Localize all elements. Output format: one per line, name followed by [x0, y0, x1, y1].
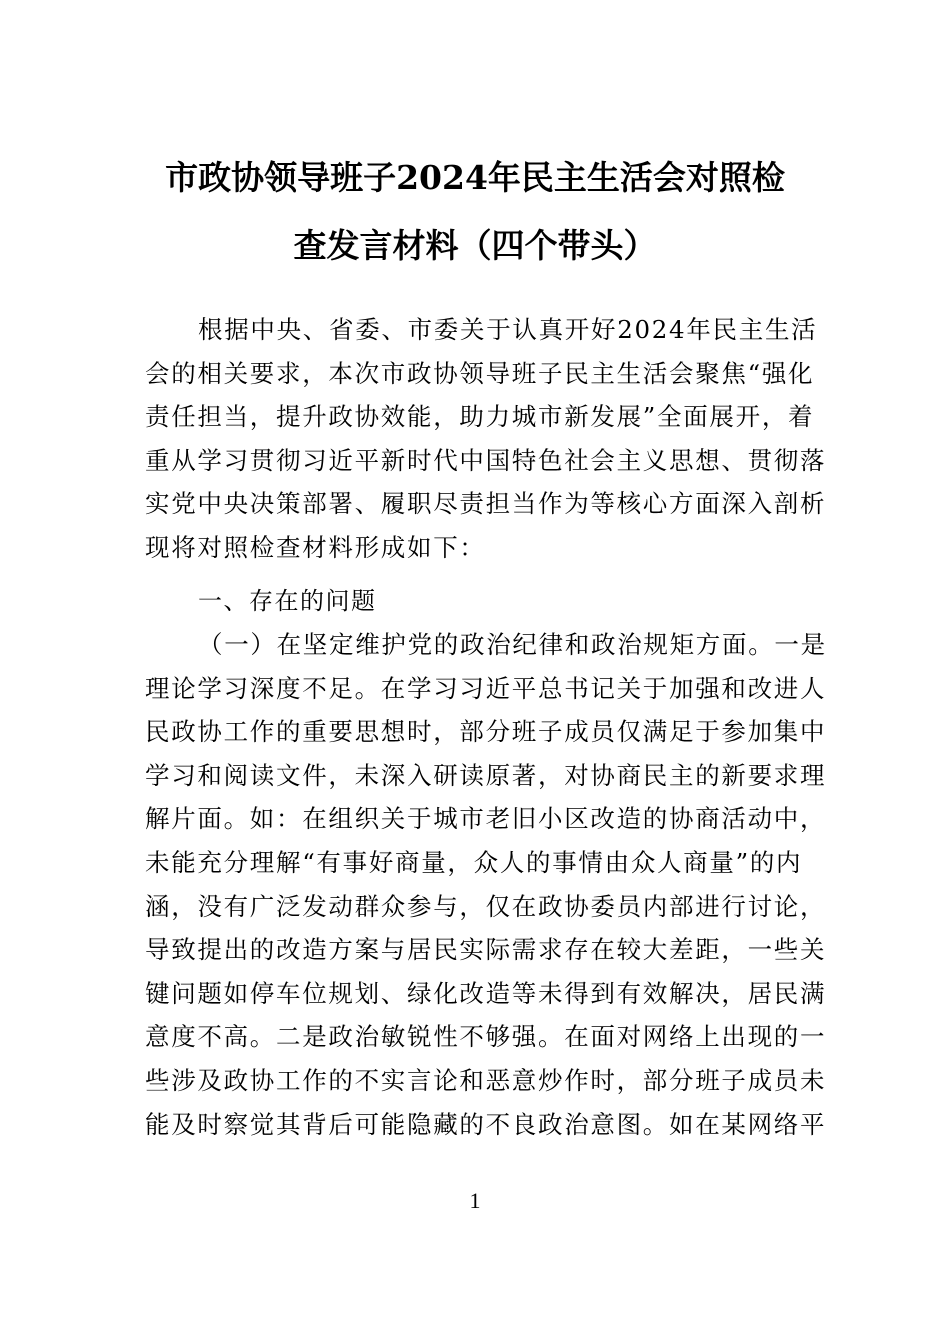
document-title-line-1: 市政协领导班子2024年民主生活会对照检	[165, 158, 785, 197]
paragraph-line: 能及时察觉其背后可能隐藏的不良政治意图。如在某网络平	[145, 1109, 827, 1139]
paragraph-line: 导致提出的改造方案与居民实际需求存在较大差距，一些关	[145, 935, 827, 965]
paragraph-line: 意度不高。二是政治敏锐性不够强。在面对网络上出现的一	[145, 1022, 827, 1052]
paragraph-line: 键问题如停车位规划、绿化改造等未得到有效解决，居民满	[145, 978, 827, 1008]
intro-paragraph	[145, 308, 827, 570]
paragraph-line: 重从学习贯彻习近平新时代中国特色社会主义思想、贯彻落	[145, 445, 827, 475]
paragraph-line: 未能充分理解“有事好商量，众人的事情由众人商量”的内	[145, 847, 803, 877]
paragraph-line: 解片面。如：在组织关于城市老旧小区改造的协商活动中，	[145, 804, 827, 834]
paragraph-line: 涵，没有广泛发动群众参与，仅在政协委员内部进行讨论，	[145, 891, 827, 921]
paragraph-line: 根据中央、省委、市委关于认真开好2024年民主生活	[198, 315, 818, 344]
page-number: 1	[469, 1188, 481, 1213]
paragraph-line: 民政协工作的重要思想时，部分班子成员仅满足于参加集中	[145, 717, 827, 747]
section-heading-text: 一、存在的问题	[198, 587, 377, 615]
paragraph-line: 学习和阅读文件，未深入研读原著，对协商民主的新要求理	[145, 760, 827, 790]
document-title-line-2: 查发言材料（四个带头）	[293, 226, 657, 265]
paragraph-line: 现将对照检查材料形成如下：	[145, 532, 486, 562]
paragraph-line: 理论学习深度不足。在学习习近平总书记关于加强和改进人	[145, 673, 827, 703]
paragraph-line: 会的相关要求，本次市政协领导班子民主生活会聚焦“强化	[145, 358, 815, 388]
paragraph-line: 责任担当，提升政协效能，助力城市新发展”全面展开，着	[145, 402, 815, 432]
paragraph-line: 些涉及政协工作的不实言论和恶意炒作时，部分班子成员未	[145, 1065, 827, 1095]
section-heading	[145, 580, 809, 624]
paragraph-line: （一）在坚定维护党的政治纪律和政治规矩方面。一是	[198, 630, 827, 659]
paragraph-line: 实党中央决策部署、履职尽责担当作为等核心方面深入剖析	[145, 489, 827, 519]
body-paragraph	[145, 623, 827, 1146]
